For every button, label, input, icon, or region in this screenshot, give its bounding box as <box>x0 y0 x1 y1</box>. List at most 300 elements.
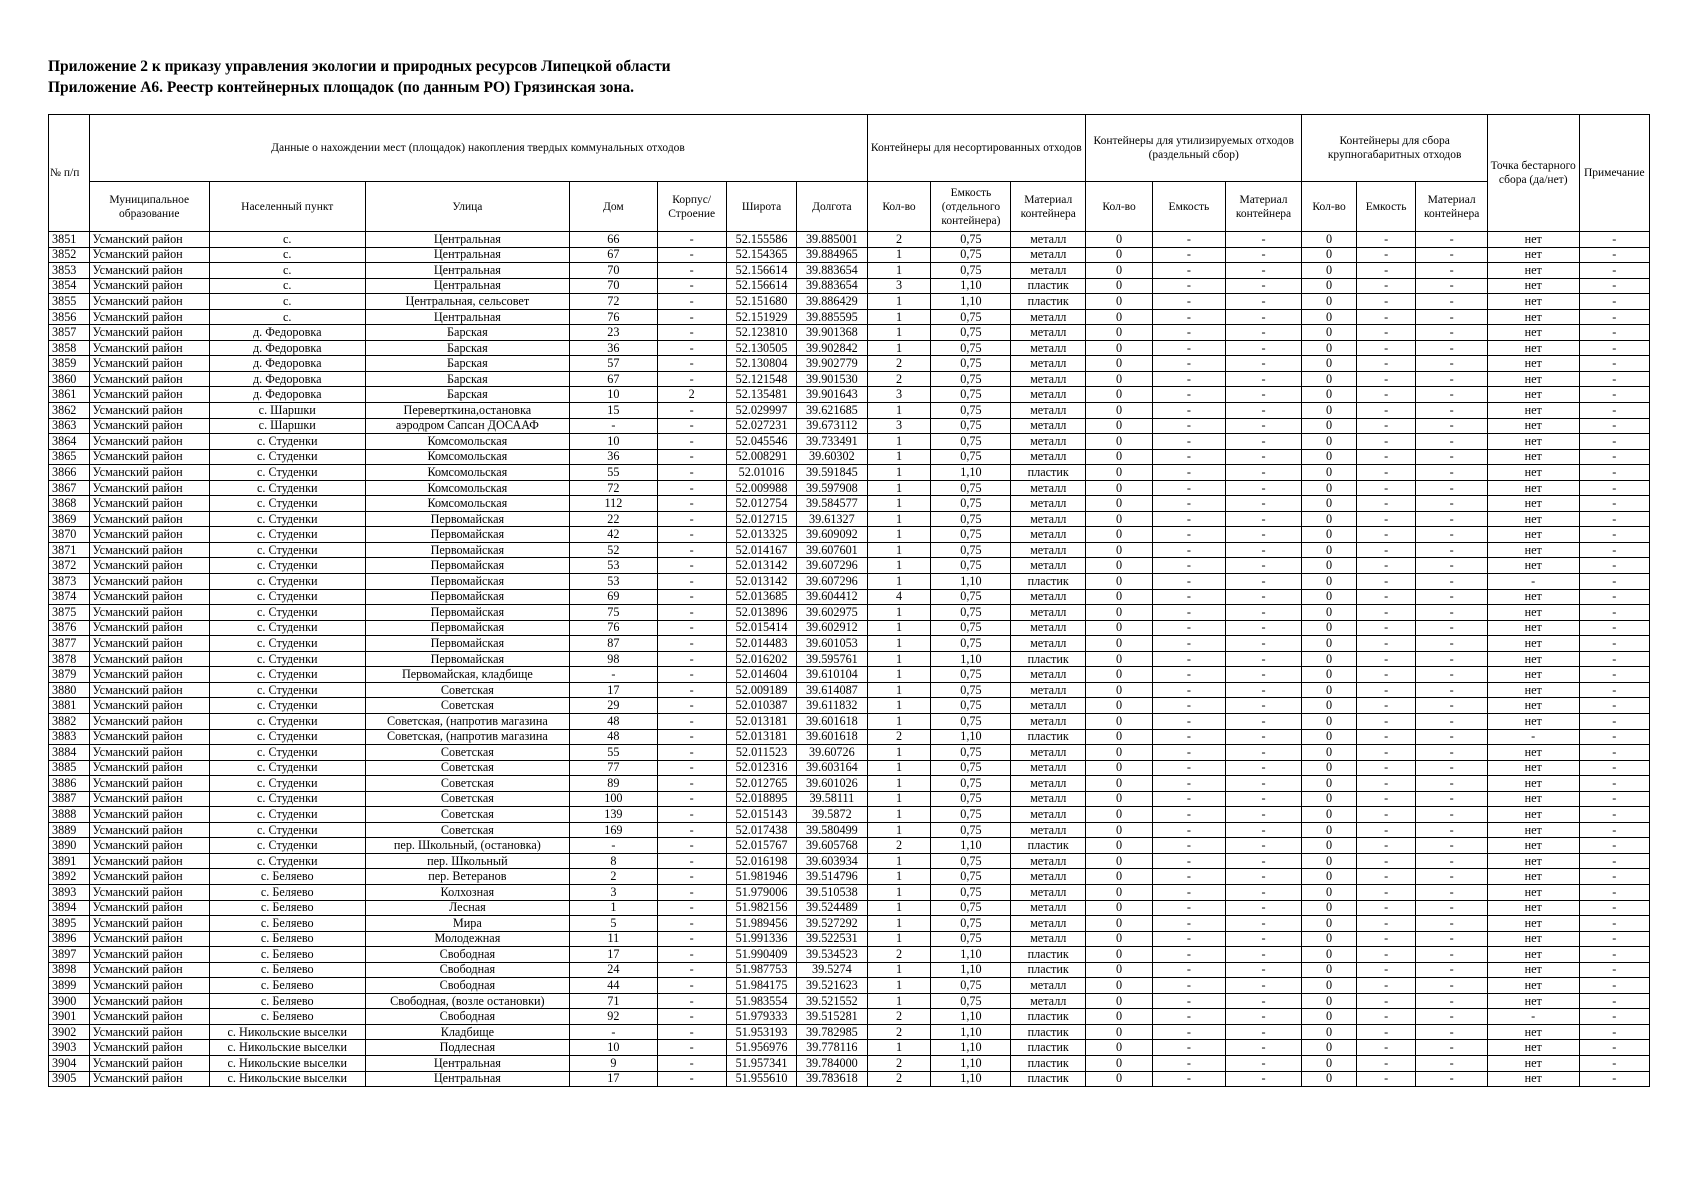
cell-r-count: 0 <box>1086 340 1153 356</box>
cell-r-material: - <box>1225 1055 1302 1071</box>
cell-r-count: 0 <box>1086 574 1153 590</box>
cell-lat: 52.045546 <box>726 434 796 450</box>
cell-r-capacity: - <box>1153 947 1225 963</box>
cell-note: - <box>1579 636 1649 652</box>
cell-r-capacity: - <box>1153 542 1225 558</box>
cell-num: 3879 <box>49 667 90 683</box>
cell-b-material: - <box>1416 247 1487 263</box>
cell-b-material: - <box>1416 993 1487 1009</box>
cell-lat: 52.013896 <box>726 605 796 621</box>
cell-u-count: 1 <box>867 713 931 729</box>
cell-settlement: с. Студенки <box>209 465 365 481</box>
cell-street: Советская <box>365 682 570 698</box>
table-row <box>49 791 1650 807</box>
cell-lat: 52.121548 <box>726 371 796 387</box>
cell-bagless: нет <box>1487 325 1579 341</box>
header-location-group: Данные о нахождении мест (площадок) накопления твердых коммунальных отходов <box>89 115 867 182</box>
cell-municipality: Усманский район <box>89 418 209 434</box>
cell-u-capacity: 0,75 <box>931 822 1011 838</box>
cell-u-count: 1 <box>867 807 931 823</box>
cell-b-count: 0 <box>1302 309 1356 325</box>
cell-lat: 52.155586 <box>726 232 796 248</box>
cell-lon: 39.60302 <box>797 449 867 465</box>
cell-r-count: 0 <box>1086 993 1153 1009</box>
cell-b-capacity: - <box>1356 978 1416 994</box>
cell-u-count: 1 <box>867 325 931 341</box>
cell-u-material: металл <box>1011 776 1086 792</box>
cell-house: 8 <box>570 853 657 869</box>
cell-lat: 52.014604 <box>726 667 796 683</box>
cell-u-count: 1 <box>867 916 931 932</box>
cell-note: - <box>1579 278 1649 294</box>
cell-b-count: 0 <box>1302 418 1356 434</box>
cell-b-count: 0 <box>1302 247 1356 263</box>
cell-r-material: - <box>1225 931 1302 947</box>
cell-building: - <box>657 1024 726 1040</box>
cell-settlement: д. Федоровка <box>209 387 365 403</box>
cell-house: 11 <box>570 931 657 947</box>
cell-house: - <box>570 418 657 434</box>
cell-r-material: - <box>1225 636 1302 652</box>
cell-b-count: 0 <box>1302 884 1356 900</box>
cell-b-material: - <box>1416 605 1487 621</box>
table-row <box>49 745 1650 761</box>
cell-house: 17 <box>570 947 657 963</box>
cell-b-capacity: - <box>1356 465 1416 481</box>
cell-bagless: - <box>1487 574 1579 590</box>
cell-r-count: 0 <box>1086 900 1153 916</box>
cell-num: 3882 <box>49 713 90 729</box>
table-row <box>49 527 1650 543</box>
cell-r-material: - <box>1225 387 1302 403</box>
table-row <box>49 247 1650 263</box>
cell-municipality: Усманский район <box>89 356 209 372</box>
cell-u-count: 3 <box>867 387 931 403</box>
cell-building: - <box>657 511 726 527</box>
cell-r-count: 0 <box>1086 745 1153 761</box>
cell-u-capacity: 0,75 <box>931 449 1011 465</box>
cell-lat: 52.015767 <box>726 838 796 854</box>
cell-num: 3902 <box>49 1024 90 1040</box>
cell-b-capacity: - <box>1356 574 1416 590</box>
cell-u-count: 1 <box>867 1040 931 1056</box>
cell-r-material: - <box>1225 760 1302 776</box>
cell-municipality: Усманский район <box>89 527 209 543</box>
cell-municipality: Усманский район <box>89 838 209 854</box>
cell-b-material: - <box>1416 978 1487 994</box>
cell-u-capacity: 0,75 <box>931 387 1011 403</box>
cell-municipality: Усманский район <box>89 916 209 932</box>
cell-building: - <box>657 931 726 947</box>
cell-building: - <box>657 558 726 574</box>
cell-u-count: 1 <box>867 853 931 869</box>
cell-building: - <box>657 807 726 823</box>
cell-settlement: с. Беляево <box>209 900 365 916</box>
cell-building: - <box>657 682 726 698</box>
cell-b-capacity: - <box>1356 232 1416 248</box>
cell-municipality: Усманский район <box>89 387 209 403</box>
cell-municipality: Усманский район <box>89 962 209 978</box>
cell-b-material: - <box>1416 263 1487 279</box>
table-row <box>49 434 1650 450</box>
cell-lat: 52.013142 <box>726 558 796 574</box>
cell-b-capacity: - <box>1356 838 1416 854</box>
cell-r-capacity: - <box>1153 465 1225 481</box>
cell-r-capacity: - <box>1153 916 1225 932</box>
cell-r-capacity: - <box>1153 713 1225 729</box>
cell-r-material: - <box>1225 232 1302 248</box>
cell-note: - <box>1579 884 1649 900</box>
cell-settlement: с. Студенки <box>209 605 365 621</box>
table-row <box>49 480 1650 496</box>
cell-b-count: 0 <box>1302 387 1356 403</box>
cell-lat: 52.01016 <box>726 465 796 481</box>
cell-street: Барская <box>365 387 570 403</box>
cell-u-material: металл <box>1011 480 1086 496</box>
cell-u-count: 2 <box>867 232 931 248</box>
cell-building: - <box>657 962 726 978</box>
cell-lat: 52.135481 <box>726 387 796 403</box>
cell-b-material: - <box>1416 791 1487 807</box>
cell-building: - <box>657 760 726 776</box>
cell-r-count: 0 <box>1086 558 1153 574</box>
cell-lon: 39.5872 <box>797 807 867 823</box>
cell-num: 3867 <box>49 480 90 496</box>
cell-bagless: нет <box>1487 993 1579 1009</box>
cell-u-material: металл <box>1011 682 1086 698</box>
cell-street: Молодежная <box>365 931 570 947</box>
cell-b-count: 0 <box>1302 853 1356 869</box>
cell-house: 9 <box>570 1055 657 1071</box>
cell-r-material: - <box>1225 916 1302 932</box>
cell-note: - <box>1579 698 1649 714</box>
cell-r-material: - <box>1225 263 1302 279</box>
cell-r-capacity: - <box>1153 620 1225 636</box>
cell-r-material: - <box>1225 574 1302 590</box>
cell-municipality: Усманский район <box>89 822 209 838</box>
cell-u-count: 3 <box>867 418 931 434</box>
cell-note: - <box>1579 729 1649 745</box>
cell-b-material: - <box>1416 900 1487 916</box>
header-num: № п/п <box>49 115 90 232</box>
cell-u-material: пластик <box>1011 465 1086 481</box>
cell-municipality: Усманский район <box>89 760 209 776</box>
cell-u-material: металл <box>1011 387 1086 403</box>
cell-r-count: 0 <box>1086 232 1153 248</box>
cell-b-material: - <box>1416 745 1487 761</box>
cell-b-capacity: - <box>1356 651 1416 667</box>
cell-num: 3884 <box>49 745 90 761</box>
cell-street: Барская <box>365 325 570 341</box>
cell-house: 44 <box>570 978 657 994</box>
cell-municipality: Усманский район <box>89 325 209 341</box>
cell-b-capacity: - <box>1356 745 1416 761</box>
cell-street: Комсомольская <box>365 496 570 512</box>
cell-r-count: 0 <box>1086 947 1153 963</box>
cell-u-count: 2 <box>867 838 931 854</box>
cell-b-capacity: - <box>1356 713 1416 729</box>
cell-lat: 52.009988 <box>726 480 796 496</box>
cell-lon: 39.514796 <box>797 869 867 885</box>
cell-street: Комсомольская <box>365 449 570 465</box>
cell-u-capacity: 0,75 <box>931 589 1011 605</box>
cell-b-material: - <box>1416 387 1487 403</box>
cell-street: Советская <box>365 822 570 838</box>
cell-b-capacity: - <box>1356 1040 1416 1056</box>
header-u-capacity: Емкость (отдельного контейнера) <box>931 182 1011 232</box>
cell-u-capacity: 1,10 <box>931 1071 1011 1087</box>
cell-lat: 52.156614 <box>726 278 796 294</box>
cell-b-capacity: - <box>1356 947 1416 963</box>
cell-r-capacity: - <box>1153 263 1225 279</box>
cell-r-capacity: - <box>1153 791 1225 807</box>
cell-lat: 51.956976 <box>726 1040 796 1056</box>
cell-r-capacity: - <box>1153 1055 1225 1071</box>
cell-street: Переверткина,остановка <box>365 403 570 419</box>
cell-b-material: - <box>1416 449 1487 465</box>
cell-u-count: 1 <box>867 558 931 574</box>
cell-u-count: 1 <box>867 511 931 527</box>
cell-b-capacity: - <box>1356 993 1416 1009</box>
cell-r-material: - <box>1225 403 1302 419</box>
cell-b-material: - <box>1416 1040 1487 1056</box>
table-row <box>49 760 1650 776</box>
cell-r-capacity: - <box>1153 480 1225 496</box>
cell-num: 3881 <box>49 698 90 714</box>
cell-house: 23 <box>570 325 657 341</box>
cell-settlement: с. Студенки <box>209 729 365 745</box>
cell-note: - <box>1579 340 1649 356</box>
cell-note: - <box>1579 620 1649 636</box>
cell-num: 3856 <box>49 309 90 325</box>
table-row <box>49 698 1650 714</box>
cell-b-material: - <box>1416 931 1487 947</box>
cell-r-count: 0 <box>1086 434 1153 450</box>
cell-lon: 39.595761 <box>797 651 867 667</box>
cell-municipality: Усманский район <box>89 884 209 900</box>
cell-bagless: нет <box>1487 263 1579 279</box>
cell-bagless: нет <box>1487 636 1579 652</box>
cell-lon: 39.601053 <box>797 636 867 652</box>
cell-b-count: 0 <box>1302 838 1356 854</box>
cell-b-material: - <box>1416 822 1487 838</box>
cell-b-material: - <box>1416 1009 1487 1025</box>
cell-r-capacity: - <box>1153 978 1225 994</box>
cell-house: 66 <box>570 232 657 248</box>
cell-u-count: 1 <box>867 993 931 1009</box>
cell-settlement: с. Студенки <box>209 791 365 807</box>
cell-bagless: нет <box>1487 589 1579 605</box>
cell-num: 3892 <box>49 869 90 885</box>
cell-u-capacity: 0,75 <box>931 978 1011 994</box>
cell-municipality: Усманский район <box>89 309 209 325</box>
header-house: Дом <box>570 182 657 232</box>
cell-r-count: 0 <box>1086 698 1153 714</box>
cell-u-capacity: 0,75 <box>931 869 1011 885</box>
cell-r-material: - <box>1225 651 1302 667</box>
cell-b-count: 0 <box>1302 325 1356 341</box>
table-row <box>49 993 1650 1009</box>
cell-u-material: пластик <box>1011 838 1086 854</box>
cell-lat: 52.151929 <box>726 309 796 325</box>
cell-u-count: 1 <box>867 822 931 838</box>
cell-street: Комсомольская <box>365 480 570 496</box>
cell-building: - <box>657 900 726 916</box>
cell-note: - <box>1579 574 1649 590</box>
cell-settlement: с. Студенки <box>209 853 365 869</box>
cell-municipality: Усманский район <box>89 511 209 527</box>
cell-r-count: 0 <box>1086 822 1153 838</box>
cell-building: - <box>657 838 726 854</box>
cell-u-count: 2 <box>867 356 931 372</box>
cell-house: - <box>570 838 657 854</box>
cell-r-material: - <box>1225 947 1302 963</box>
cell-u-material: металл <box>1011 403 1086 419</box>
cell-note: - <box>1579 651 1649 667</box>
cell-b-count: 0 <box>1302 558 1356 574</box>
cell-settlement: с. <box>209 309 365 325</box>
table-row <box>49 1071 1650 1087</box>
cell-r-material: - <box>1225 356 1302 372</box>
cell-u-count: 1 <box>867 962 931 978</box>
cell-building: - <box>657 605 726 621</box>
cell-lat: 51.991336 <box>726 931 796 947</box>
cell-lat: 52.012316 <box>726 760 796 776</box>
cell-r-capacity: - <box>1153 558 1225 574</box>
header-municipality: Муниципальное образование <box>89 182 209 232</box>
cell-b-material: - <box>1416 916 1487 932</box>
cell-lon: 39.607601 <box>797 542 867 558</box>
cell-b-material: - <box>1416 760 1487 776</box>
cell-r-material: - <box>1225 589 1302 605</box>
cell-b-capacity: - <box>1356 853 1416 869</box>
cell-u-count: 1 <box>867 776 931 792</box>
table-row <box>49 278 1650 294</box>
table-row <box>49 916 1650 932</box>
cell-b-capacity: - <box>1356 418 1416 434</box>
cell-u-material: пластик <box>1011 294 1086 310</box>
cell-bagless: нет <box>1487 838 1579 854</box>
cell-b-capacity: - <box>1356 698 1416 714</box>
cell-r-capacity: - <box>1153 340 1225 356</box>
cell-lat: 52.013181 <box>726 713 796 729</box>
cell-num: 3888 <box>49 807 90 823</box>
cell-lon: 39.902842 <box>797 340 867 356</box>
cell-lon: 39.597908 <box>797 480 867 496</box>
cell-building: - <box>657 651 726 667</box>
cell-r-count: 0 <box>1086 387 1153 403</box>
cell-b-count: 0 <box>1302 636 1356 652</box>
cell-house: 169 <box>570 822 657 838</box>
cell-u-count: 1 <box>867 978 931 994</box>
header-settlement: Населенный пункт <box>209 182 365 232</box>
cell-r-count: 0 <box>1086 869 1153 885</box>
cell-b-count: 0 <box>1302 263 1356 279</box>
table-body <box>49 232 1650 1087</box>
cell-lat: 52.018895 <box>726 791 796 807</box>
cell-lon: 39.521552 <box>797 993 867 1009</box>
cell-street: Колхозная <box>365 884 570 900</box>
cell-building: - <box>657 294 726 310</box>
cell-num: 3893 <box>49 884 90 900</box>
cell-r-count: 0 <box>1086 605 1153 621</box>
cell-street: Центральная <box>365 1055 570 1071</box>
cell-street: Барская <box>365 371 570 387</box>
cell-r-material: - <box>1225 294 1302 310</box>
cell-lon: 39.778116 <box>797 1040 867 1056</box>
table-row <box>49 620 1650 636</box>
cell-note: - <box>1579 962 1649 978</box>
cell-municipality: Усманский район <box>89 667 209 683</box>
cell-u-count: 1 <box>867 480 931 496</box>
cell-num: 3899 <box>49 978 90 994</box>
cell-settlement: с. Студенки <box>209 822 365 838</box>
cell-settlement: с. Никольские выселки <box>209 1071 365 1087</box>
cell-building: - <box>657 713 726 729</box>
cell-lon: 39.885595 <box>797 309 867 325</box>
cell-municipality: Усманский район <box>89 294 209 310</box>
cell-house: 67 <box>570 371 657 387</box>
cell-b-count: 0 <box>1302 496 1356 512</box>
cell-b-count: 0 <box>1302 356 1356 372</box>
cell-settlement: с. Беляево <box>209 947 365 963</box>
cell-u-material: металл <box>1011 807 1086 823</box>
cell-num: 3898 <box>49 962 90 978</box>
cell-r-count: 0 <box>1086 263 1153 279</box>
cell-street: пер. Ветеранов <box>365 869 570 885</box>
cell-note: - <box>1579 993 1649 1009</box>
cell-street: аэродром Сапсан ДОСААФ <box>365 418 570 434</box>
cell-house: 36 <box>570 449 657 465</box>
cell-u-capacity: 0,75 <box>931 542 1011 558</box>
cell-r-count: 0 <box>1086 1071 1153 1087</box>
cell-r-capacity: - <box>1153 1009 1225 1025</box>
cell-settlement: с. Никольские выселки <box>209 1024 365 1040</box>
cell-b-count: 0 <box>1302 698 1356 714</box>
cell-r-count: 0 <box>1086 356 1153 372</box>
cell-b-count: 0 <box>1302 511 1356 527</box>
cell-settlement: с. <box>209 278 365 294</box>
cell-lon: 39.522531 <box>797 931 867 947</box>
cell-note: - <box>1579 403 1649 419</box>
cell-settlement: с. Студенки <box>209 636 365 652</box>
cell-bagless: нет <box>1487 558 1579 574</box>
cell-num: 3863 <box>49 418 90 434</box>
cell-building: - <box>657 325 726 341</box>
cell-lon: 39.510538 <box>797 884 867 900</box>
cell-settlement: с. Беляево <box>209 869 365 885</box>
cell-b-capacity: - <box>1356 682 1416 698</box>
cell-bagless: нет <box>1487 869 1579 885</box>
cell-u-capacity: 1,10 <box>931 1009 1011 1025</box>
cell-note: - <box>1579 387 1649 403</box>
cell-num: 3854 <box>49 278 90 294</box>
cell-bagless: нет <box>1487 247 1579 263</box>
cell-house: 24 <box>570 962 657 978</box>
table-row <box>49 542 1650 558</box>
cell-municipality: Усманский район <box>89 993 209 1009</box>
cell-r-count: 0 <box>1086 1024 1153 1040</box>
cell-u-material: металл <box>1011 496 1086 512</box>
cell-note: - <box>1579 480 1649 496</box>
cell-u-material: металл <box>1011 760 1086 776</box>
cell-lon: 39.610104 <box>797 667 867 683</box>
cell-u-count: 1 <box>867 900 931 916</box>
cell-street: Первомайская <box>365 558 570 574</box>
cell-lon: 39.521623 <box>797 978 867 994</box>
cell-r-material: - <box>1225 247 1302 263</box>
cell-bagless: - <box>1487 1009 1579 1025</box>
